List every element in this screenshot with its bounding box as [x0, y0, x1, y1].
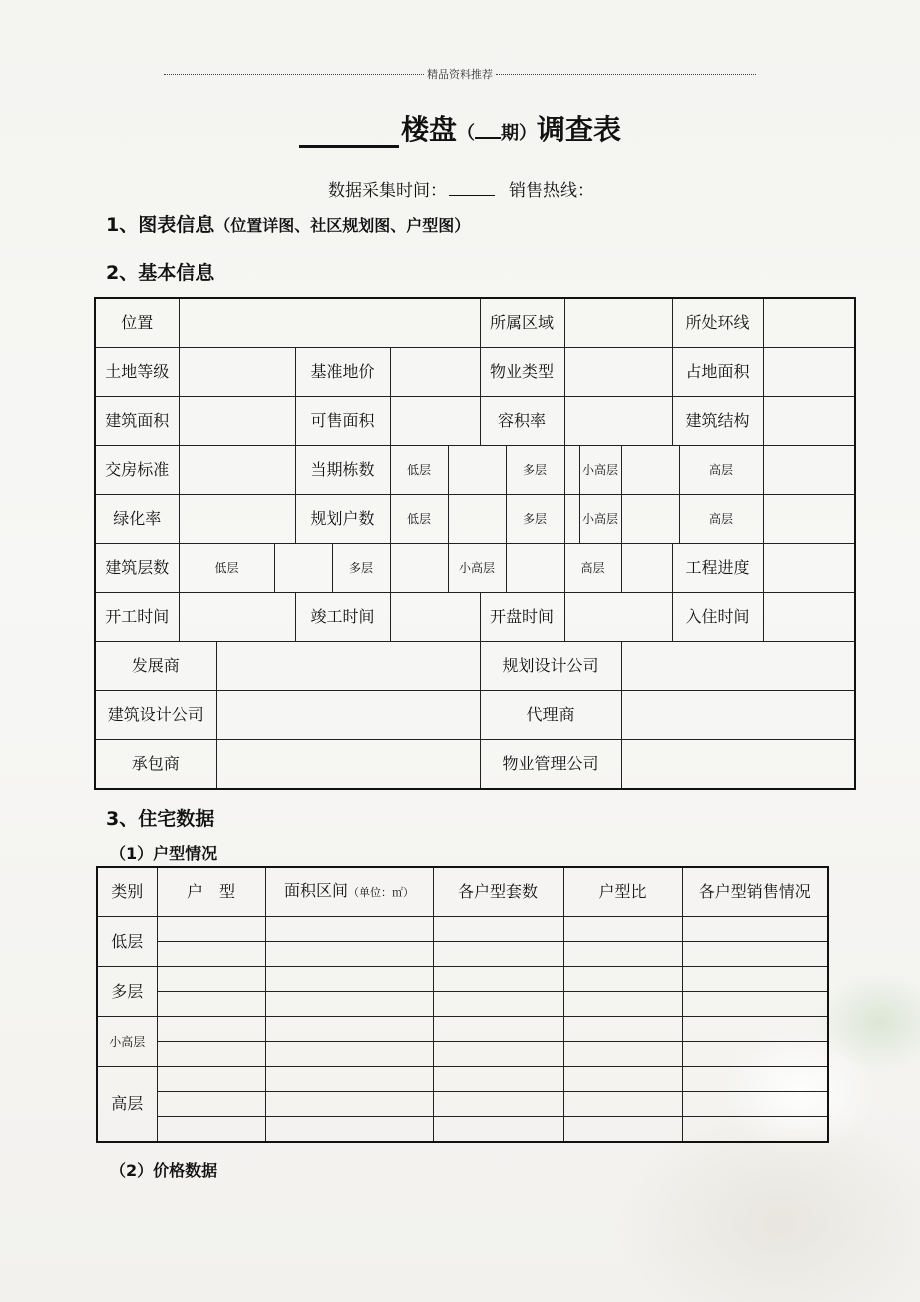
floors-high-label: 高层 [564, 544, 621, 593]
label-agent: 代理商 [480, 691, 621, 740]
table-cell[interactable] [563, 1017, 682, 1042]
table-cell[interactable] [265, 967, 433, 992]
label-land-area: 占地面积 [672, 348, 763, 397]
table-cell[interactable] [682, 1092, 828, 1117]
label-property-mgmt: 物业管理公司 [480, 740, 621, 790]
value-district[interactable] [564, 298, 672, 348]
floors-midhigh-label: 小高层 [448, 544, 506, 593]
page-title [0, 108, 920, 148]
label-ring: 所处环线 [672, 298, 763, 348]
header-text: 精品资料推荐 [427, 68, 493, 81]
row-label-low: 低层 [97, 917, 157, 967]
table-cell[interactable] [157, 992, 265, 1017]
value-open[interactable] [564, 593, 672, 642]
value-structure[interactable] [763, 397, 855, 446]
table-cell[interactable] [433, 992, 563, 1017]
table-cell[interactable] [433, 1092, 563, 1117]
table-cell[interactable] [682, 1042, 828, 1067]
value-complete[interactable] [390, 593, 480, 642]
floors-low-value[interactable] [274, 544, 332, 593]
title-paren-open: （ [457, 123, 475, 144]
header-ratio: 户型比 [563, 867, 682, 917]
table-cell[interactable] [682, 967, 828, 992]
current-units-low-label: 低层 [390, 446, 448, 495]
table-cell[interactable] [157, 1042, 265, 1067]
table-cell[interactable] [433, 917, 563, 942]
plan-units-low-label: 低层 [390, 495, 448, 544]
table-cell[interactable] [157, 967, 265, 992]
header-area-label: 面积区间 [283, 881, 348, 900]
title-name-blank[interactable] [299, 117, 399, 148]
section-3-heading: 3、住宅数据 [106, 808, 215, 830]
label-plan-units: 规划户数 [295, 495, 390, 544]
table-cell[interactable] [265, 917, 433, 942]
current-units-midhigh-label: 小高层 [579, 446, 621, 495]
title-period: 期 [501, 123, 519, 144]
table-cell[interactable] [563, 942, 682, 967]
title-paren-close: ） [519, 123, 537, 144]
table-cell[interactable] [433, 1042, 563, 1067]
label-developer: 发展商 [95, 642, 216, 691]
value-arch-design[interactable] [216, 691, 480, 740]
value-build-area[interactable] [179, 397, 295, 446]
value-location[interactable] [179, 298, 480, 348]
label-base-price: 基准地价 [295, 348, 390, 397]
value-sale-area[interactable] [390, 397, 480, 446]
table-cell[interactable] [157, 1017, 265, 1042]
table-cell[interactable] [157, 942, 265, 967]
page-header [164, 66, 756, 82]
collect-time-label: 数据采集时间： [328, 181, 447, 201]
unit-type-table [96, 866, 829, 1143]
header-dots-right [496, 74, 756, 75]
value-agent[interactable] [621, 691, 855, 740]
label-build-area: 建筑面积 [95, 397, 179, 446]
plan-units-high-label: 高层 [679, 495, 763, 544]
plan-units-multi-label: 多层 [506, 495, 564, 544]
table-cell[interactable] [433, 1017, 563, 1042]
value-green[interactable] [179, 495, 295, 544]
table-cell[interactable] [563, 1042, 682, 1067]
plan-units-high-value[interactable] [763, 495, 855, 544]
meta-line [328, 176, 594, 201]
basic-info-table [94, 297, 856, 790]
plan-units-multi-value[interactable] [564, 495, 579, 544]
value-start[interactable] [179, 593, 295, 642]
table-cell[interactable] [682, 1067, 828, 1092]
floors-midhigh-value[interactable] [506, 544, 564, 593]
table-cell[interactable] [157, 917, 265, 942]
label-structure: 建筑结构 [672, 397, 763, 446]
value-move-in[interactable] [763, 593, 855, 642]
table-cell[interactable] [433, 1067, 563, 1092]
floors-multi-label: 多层 [332, 544, 390, 593]
collect-time-blank[interactable] [449, 181, 495, 196]
row-label-multi: 多层 [97, 967, 157, 1017]
table-cell[interactable] [157, 1067, 265, 1092]
value-developer[interactable] [216, 642, 480, 691]
table-cell[interactable] [433, 942, 563, 967]
table-cell[interactable] [682, 992, 828, 1017]
value-base-price[interactable] [390, 348, 480, 397]
label-floors: 建筑层数 [95, 544, 179, 593]
header-category: 类别 [97, 867, 157, 917]
current-units-multi-value[interactable] [564, 446, 579, 495]
header-count: 各户型套数 [433, 867, 563, 917]
table-cell[interactable] [433, 1117, 563, 1143]
subsection-1-heading: （1）户型情况 [110, 844, 218, 863]
section-1-subtitle: （位置详图、社区规划图、户型图） [214, 216, 471, 235]
current-units-multi-label: 多层 [506, 446, 564, 495]
table-cell[interactable] [682, 942, 828, 967]
value-plan-design[interactable] [621, 642, 855, 691]
label-arch-design: 建筑设计公司 [95, 691, 216, 740]
label-location: 位置 [95, 298, 179, 348]
section-1-title: 1、图表信息 [106, 214, 215, 236]
table-cell[interactable] [265, 992, 433, 1017]
table-cell[interactable] [563, 1092, 682, 1117]
label-complete: 竣工时间 [295, 593, 390, 642]
current-units-low-value[interactable] [448, 446, 506, 495]
floors-high-value[interactable] [621, 544, 672, 593]
label-district: 所属区域 [480, 298, 564, 348]
plan-units-midhigh-label: 小高层 [579, 495, 621, 544]
table-cell[interactable] [563, 1067, 682, 1092]
plan-units-low-value[interactable] [448, 495, 506, 544]
header-area [265, 867, 433, 917]
label-start: 开工时间 [95, 593, 179, 642]
label-far: 容积率 [480, 397, 564, 446]
table-cell[interactable] [265, 1117, 433, 1143]
value-contractor[interactable] [216, 740, 480, 790]
floors-low-label: 低层 [179, 544, 274, 593]
label-open: 开盘时间 [480, 593, 564, 642]
row-label-high: 高层 [97, 1067, 157, 1143]
subsection-2-heading: （2）价格数据 [110, 1161, 218, 1180]
label-current-units: 当期栋数 [295, 446, 390, 495]
table-cell[interactable] [563, 1117, 682, 1143]
label-property-type: 物业类型 [480, 348, 564, 397]
table-cell[interactable] [563, 992, 682, 1017]
table-cell[interactable] [433, 967, 563, 992]
header-area-unit: （单位：㎡） [348, 886, 414, 899]
value-ring[interactable] [763, 298, 855, 348]
table-cell[interactable] [563, 917, 682, 942]
row-label-midhigh: 小高层 [97, 1017, 157, 1067]
table-cell[interactable] [157, 1092, 265, 1117]
label-move-in: 入住时间 [672, 593, 763, 642]
value-property-mgmt[interactable] [621, 740, 855, 790]
table-cell[interactable] [682, 1117, 828, 1143]
current-units-high-value[interactable] [763, 446, 855, 495]
title-main: 楼盘 [400, 113, 457, 146]
label-delivery: 交房标准 [95, 446, 179, 495]
current-units-high-label: 高层 [679, 446, 763, 495]
label-green: 绿化率 [95, 495, 179, 544]
section-2-heading: 2、基本信息 [106, 262, 215, 284]
plan-units-midhigh-value[interactable] [621, 495, 679, 544]
value-far[interactable] [564, 397, 672, 446]
label-progress: 工程进度 [672, 544, 763, 593]
current-units-midhigh-value[interactable] [621, 446, 679, 495]
floors-multi-value[interactable] [390, 544, 448, 593]
header-sales: 各户型销售情况 [682, 867, 828, 917]
table-cell[interactable] [682, 1017, 828, 1042]
value-property-type[interactable] [564, 348, 672, 397]
header-type: 户 型 [157, 867, 265, 917]
hotline-label: 销售热线： [509, 181, 594, 201]
table-cell[interactable] [563, 967, 682, 992]
label-plan-design: 规划设计公司 [480, 642, 621, 691]
value-land-grade[interactable] [179, 348, 295, 397]
table-cell[interactable] [265, 942, 433, 967]
value-progress[interactable] [763, 544, 855, 593]
header-dots-left [164, 74, 424, 75]
table-cell[interactable] [157, 1117, 265, 1143]
table-cell[interactable] [265, 1017, 433, 1042]
label-contractor: 承包商 [95, 740, 216, 790]
section-1-heading [106, 210, 470, 237]
title-period-blank[interactable] [475, 121, 501, 139]
value-delivery[interactable] [179, 446, 295, 495]
table-cell[interactable] [265, 1042, 433, 1067]
title-suffix: 调查表 [537, 113, 622, 146]
label-sale-area: 可售面积 [295, 397, 390, 446]
table-cell[interactable] [682, 917, 828, 942]
table-cell[interactable] [265, 1067, 433, 1092]
value-land-area[interactable] [763, 348, 855, 397]
label-land-grade: 土地等级 [95, 348, 179, 397]
table-cell[interactable] [265, 1092, 433, 1117]
